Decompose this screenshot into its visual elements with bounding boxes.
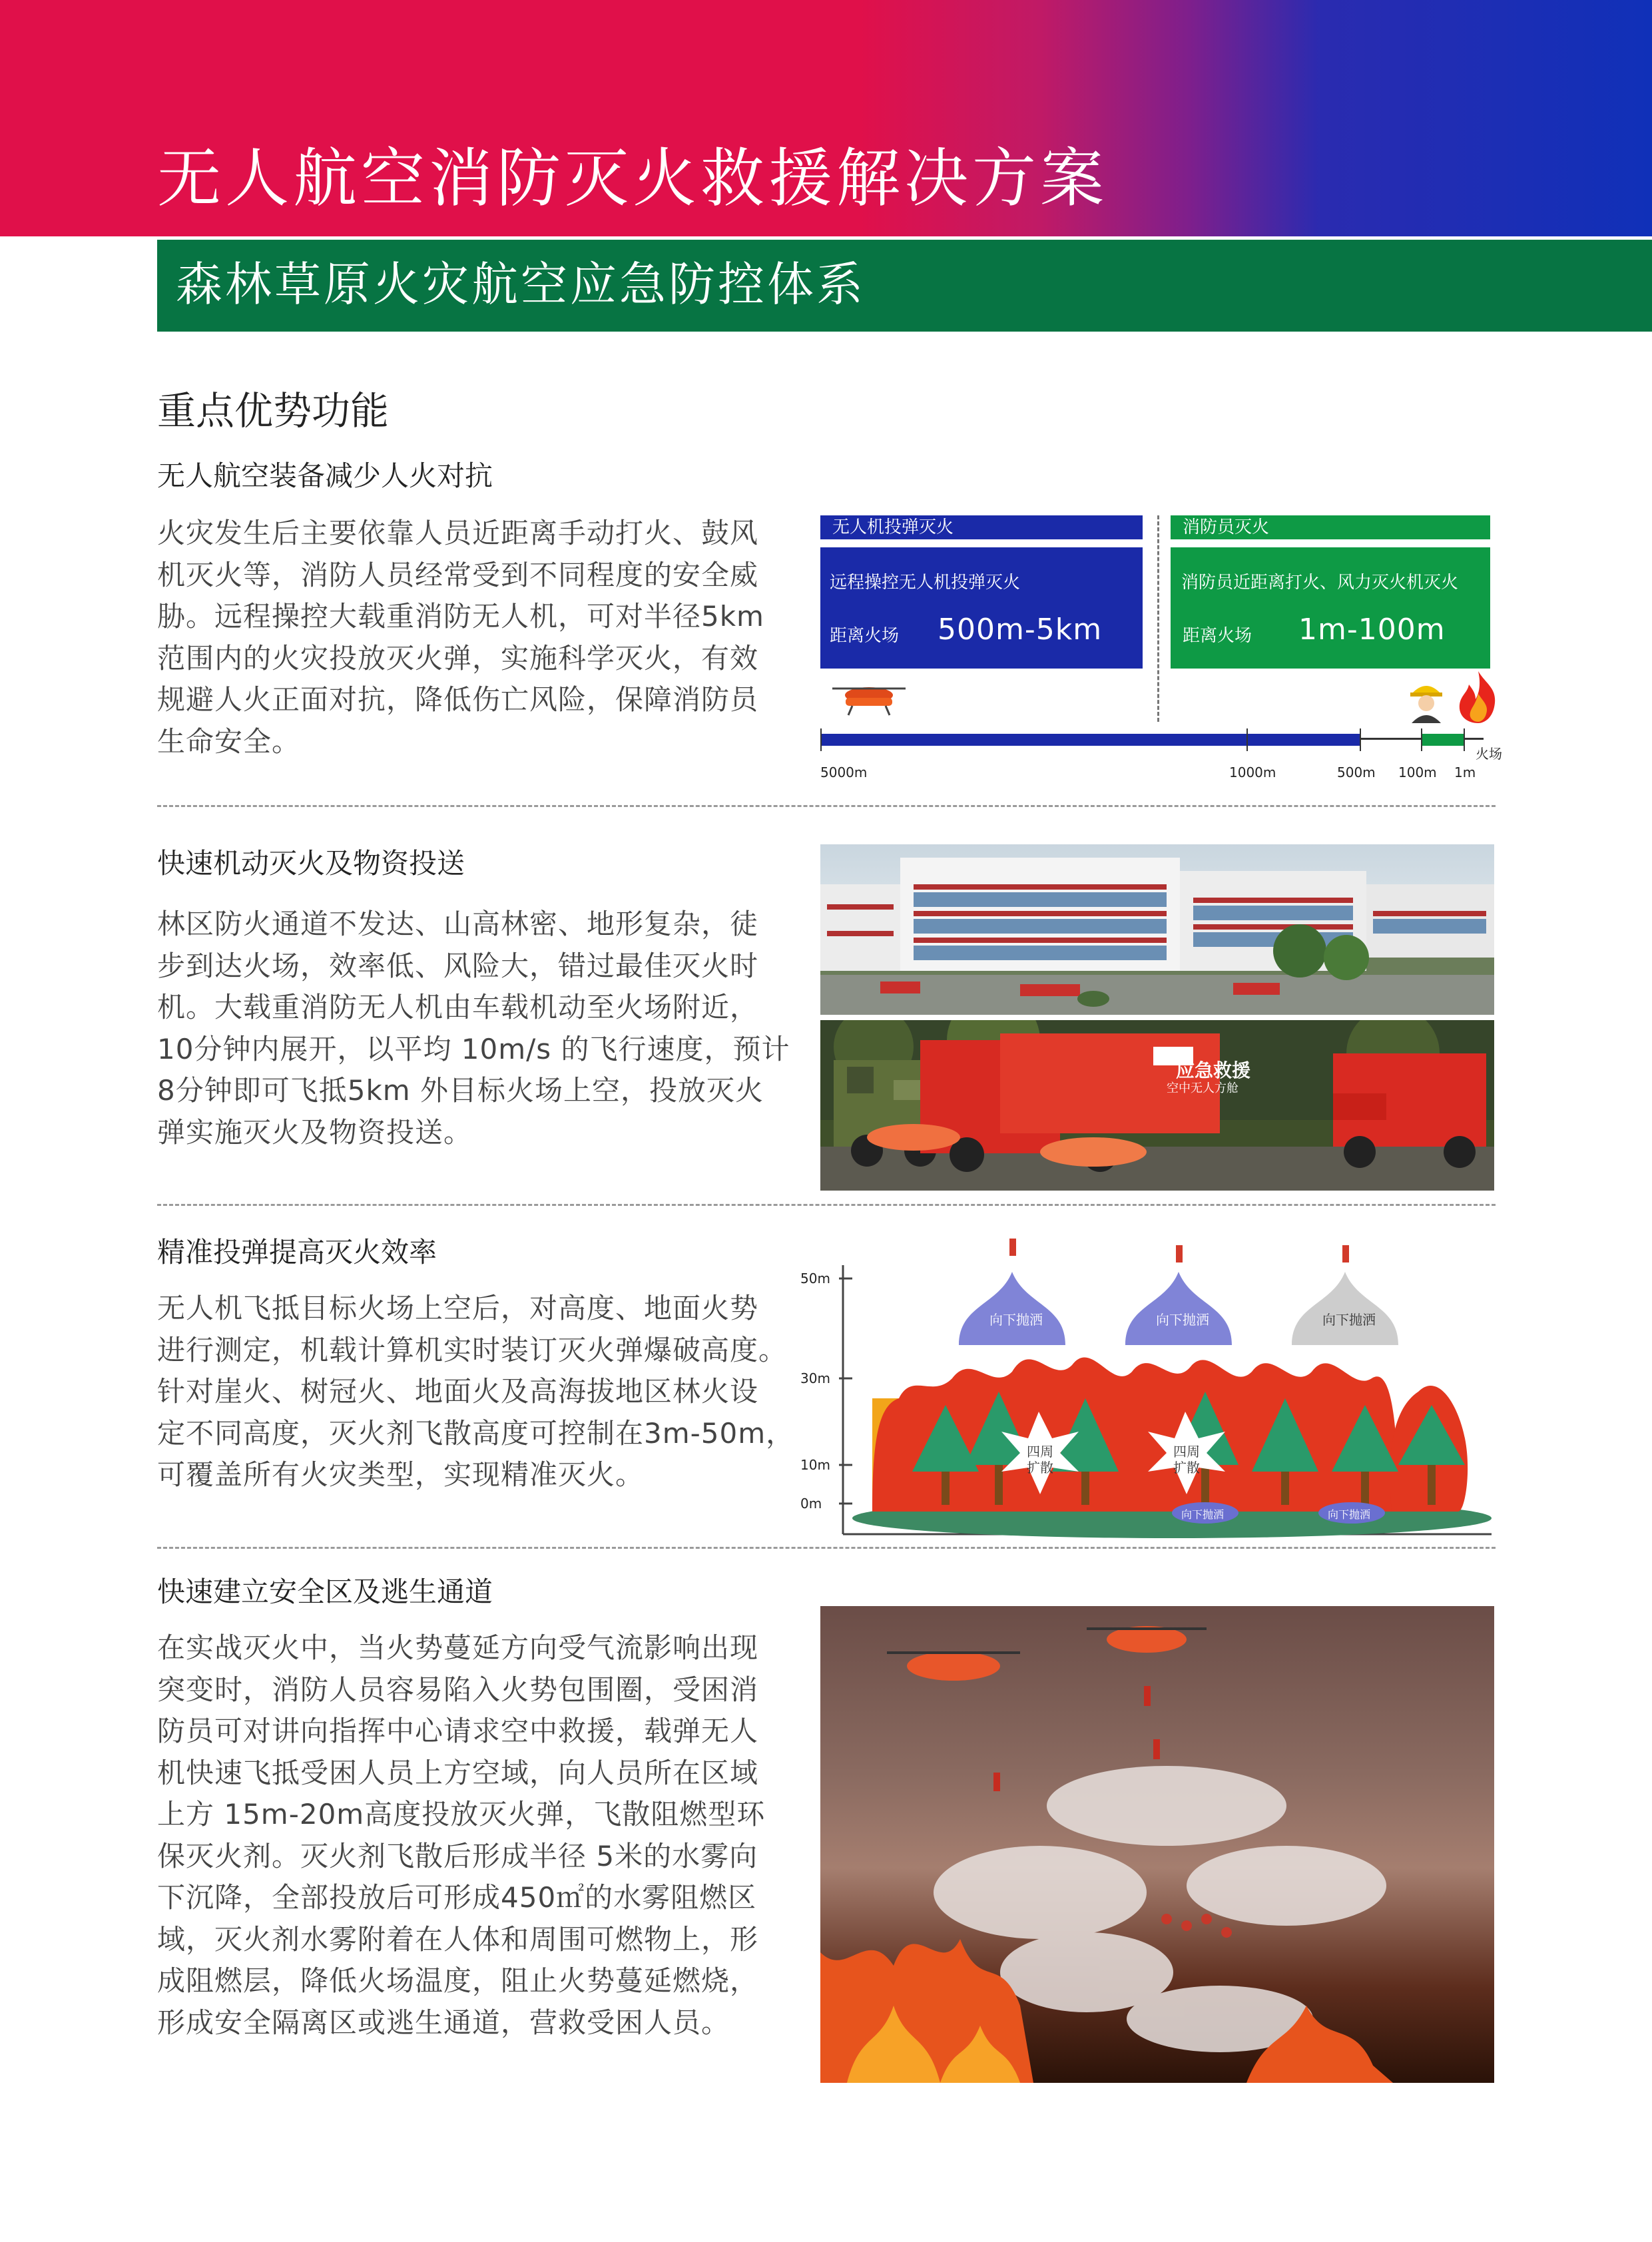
- tick-label-1000m: 1000m: [1229, 764, 1276, 780]
- text-line: 域，灭火剂水雾附着在人体和周围可燃物上，形: [157, 1922, 759, 1956]
- spray-label-1: 向下抛洒: [989, 1312, 1043, 1328]
- firefighter-icon: [1406, 678, 1446, 723]
- spray-label-3: 向下抛洒: [1322, 1312, 1376, 1328]
- text-line: 机灭火等，消防人员经常受到不同程度的安全威: [157, 558, 759, 591]
- section-2-heading: 快速机动灭火及物资投送: [157, 847, 465, 880]
- text-line: 可覆盖所有火灾类型，实现精准灭火。: [157, 1458, 645, 1491]
- drone-tab: 无人机投弹灭火: [820, 515, 1143, 539]
- height-tick-30m: 30m: [800, 1370, 830, 1386]
- text-line: 针对崖火、树冠火、地面火及高海拔地区林火设: [157, 1375, 759, 1408]
- text-line: 胁。远程操控大载重消防无人机，可对半径5km: [157, 600, 764, 633]
- fire-label: 火场: [1476, 746, 1502, 762]
- text-line: 无人机飞抵目标火场上空后，对高度、地面火势: [157, 1292, 759, 1324]
- section-divider: [157, 805, 1496, 807]
- drone-range-bar: [820, 734, 1360, 746]
- ground-label-2: 向下抛洒: [1328, 1508, 1371, 1521]
- section-3-text: [157, 1288, 795, 1496]
- fire-rescue-photo: [820, 1606, 1494, 2083]
- text-line: 定不同高度，灭火剂飞散高度可控制在3m-50m，: [157, 1416, 795, 1450]
- drone-box: [820, 547, 1143, 669]
- end-line: [1464, 738, 1484, 740]
- tick-label-500m: 500m: [1337, 764, 1376, 780]
- tick: [1246, 728, 1248, 751]
- fire-rescue-image: [820, 1606, 1494, 2083]
- vehicles-image: [820, 1020, 1494, 1191]
- text-line: 火灾发生后主要依靠人员近距离手动打火、鼓风: [157, 517, 759, 549]
- tick-label-1m: 1m: [1454, 764, 1476, 780]
- tick: [1421, 728, 1422, 751]
- burst-label-2a: 四周: [1173, 1444, 1200, 1460]
- text-line: 进行测定，机载计算机实时装订灭火弹爆破高度。: [157, 1333, 788, 1366]
- main-heading: 重点优势功能: [157, 388, 390, 433]
- height-tick-10m: 10m: [800, 1457, 830, 1473]
- spray-label-2: 向下抛洒: [1156, 1312, 1209, 1328]
- command-center-photo: [820, 844, 1494, 1015]
- divider-line: [1157, 515, 1159, 722]
- text-line: 形成安全隔离区或逃生通道，营救受困人员。: [157, 2006, 730, 2039]
- firefighter-desc: 消防员近距离打火、风力灭火机灭火: [1181, 573, 1459, 593]
- tick: [1360, 728, 1361, 751]
- tick-label-5000m: 5000m: [820, 764, 868, 780]
- page-title: 无人航空消防灭火救援解决方案: [157, 141, 1108, 216]
- firefighter-tab: 消防员灭火: [1171, 515, 1490, 539]
- drone-range: 500m-5km: [938, 613, 1103, 647]
- text-line: 保灭火剂。灭火剂飞散后形成半径 5米的水雾向: [157, 1839, 758, 1872]
- drone-range-label: 距离火场: [830, 626, 900, 646]
- text-line: 防员可对讲向指挥中心请求空中救援，载弹无人: [157, 1715, 759, 1747]
- section-1-text: [157, 513, 790, 762]
- text-line: 弹实施灭火及物资投送。: [157, 1115, 473, 1149]
- text-line: 10分钟内展开，以平均 10m/s 的飞行速度，预计: [157, 1032, 790, 1065]
- firefighter-box: [1171, 547, 1490, 669]
- text-line: 8分钟即可飞抵5km 外目标火场上空，投放灭火: [157, 1074, 764, 1107]
- text-line: 突变时，消防人员容易陷入火势包围圈，受困消: [157, 1673, 759, 1706]
- burst-label-1a: 四周: [1027, 1444, 1053, 1460]
- text-line: 林区防火通道不发达、山高林密、地形复杂，徒: [157, 908, 759, 940]
- height-tick-0m: 0m: [800, 1496, 822, 1512]
- tick-label-100m: 100m: [1398, 764, 1437, 780]
- text-line: 规避人火正面对抗，降低伤亡风险，保障消防员: [157, 683, 759, 716]
- text-line: 下沉降，全部投放后可形成450㎡的水雾阻燃区: [157, 1881, 757, 1914]
- firefighter-range-label: 距离火场: [1183, 626, 1252, 646]
- ground-label-1: 向下抛洒: [1181, 1508, 1225, 1521]
- vehicle-sign-sub: 空中无人方舱: [1167, 1081, 1239, 1095]
- text-line: 机。大载重消防无人机由车载机动至火场附近，: [157, 991, 759, 1023]
- height-diagram: [799, 1239, 1492, 1545]
- height-diagram-graphic: [799, 1239, 1492, 1545]
- text-line: 步到达火场，效率低、风险大，错过最佳灭火时: [157, 949, 759, 982]
- text-line: 上方 15m-20m高度投放灭火弹，飞散阻燃型环: [157, 1798, 766, 1830]
- section-2-text: [157, 904, 790, 1153]
- tick: [820, 728, 822, 751]
- burst-label-2b: 扩散: [1173, 1460, 1200, 1476]
- height-tick-50m: 50m: [800, 1270, 830, 1286]
- section-divider: [157, 1204, 1496, 1206]
- text-line: 在实战灭火中，当火势蔓延方向受气流影响出现: [157, 1631, 759, 1664]
- command-center-image: [820, 844, 1494, 1015]
- gap-line: [1360, 738, 1421, 740]
- burst-label-1b: 扩散: [1027, 1460, 1053, 1476]
- firefighter-range: 1m-100m: [1298, 613, 1446, 647]
- page-subtitle: 森林草原火灾航空应急防控体系: [176, 257, 866, 312]
- text-line: 成阻燃层，降低火场温度，阻止火势蔓延燃烧，: [157, 1964, 759, 1997]
- vehicles-photo: [820, 1020, 1494, 1191]
- section-1-heading: 无人航空装备减少人火对抗: [157, 459, 493, 492]
- section-4-text: [157, 1627, 790, 2044]
- text-line: 机快速飞抵受困人员上方空域，向人员所在区域: [157, 1756, 759, 1789]
- fire-icon: [1452, 670, 1505, 724]
- text-line: 范围内的火灾投放灭火弹，实施科学灭火，有效: [157, 641, 759, 675]
- section-4-heading: 快速建立安全区及逃生通道: [157, 1575, 493, 1608]
- text-line: 生命安全。: [157, 724, 301, 758]
- drone-desc: 远程操控无人机投弹灭火: [830, 573, 1021, 593]
- vehicle-sign: 应急救援: [1176, 1059, 1251, 1081]
- tick: [1464, 728, 1465, 751]
- firefighter-range-bar: [1421, 734, 1464, 746]
- distance-diagram: [820, 515, 1506, 782]
- drone-icon: [832, 675, 906, 718]
- section-divider: [157, 1547, 1496, 1549]
- section-3-heading: 精准投弹提高灭火效率: [157, 1236, 437, 1268]
